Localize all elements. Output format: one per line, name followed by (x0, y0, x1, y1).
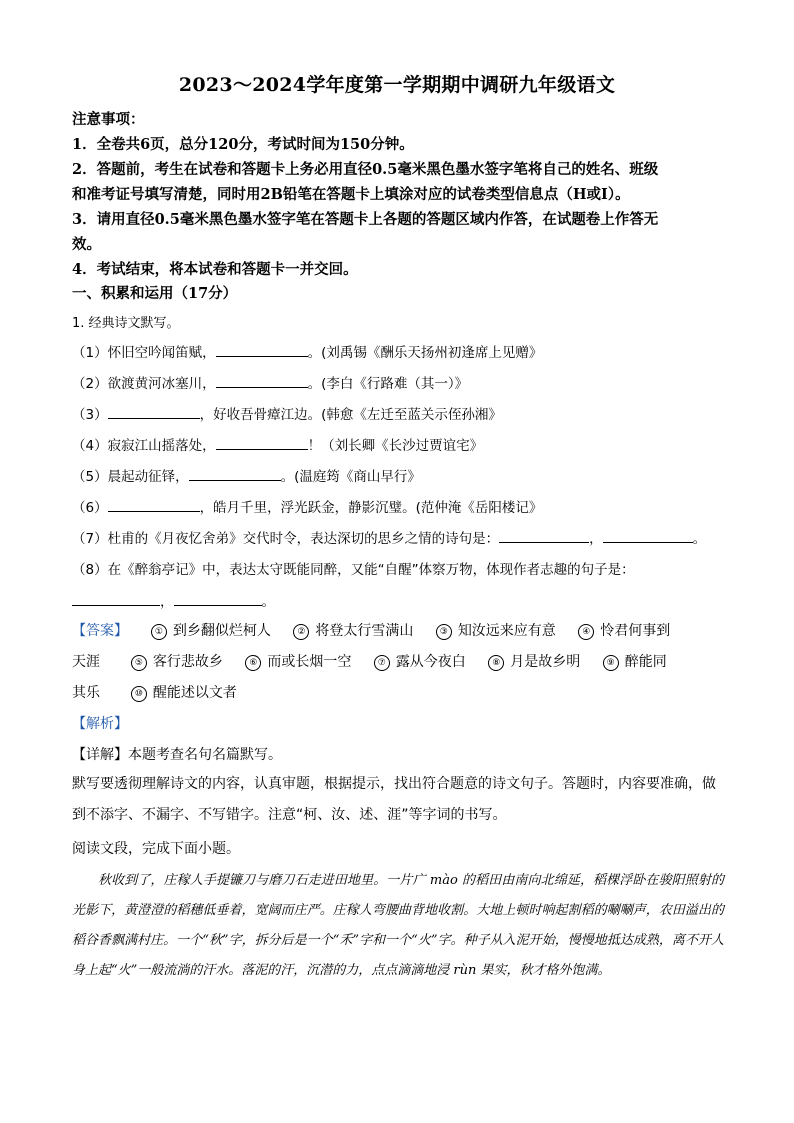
notice-item: 3．请用直径0.5毫米黑色墨水签字笔在答题卡上各题的答题区域内作答，在试题卷上作答无 (72, 211, 659, 228)
answer-tag: 【答案】 (72, 623, 128, 639)
notice-item: 2．答题前，考生在试卷和答题卡上务必用直径0.5毫米黑色墨水签字笔将自己的姓名、班级 (72, 161, 659, 178)
answer-item: ② 将登太行雪满山 (293, 623, 413, 639)
answer-item: ① 到乡翻似烂柯人 (151, 623, 271, 639)
answer-number: ⑧ (488, 655, 504, 671)
analysis-detail: 【详解】本题考查名句名篇默写。 (72, 747, 282, 763)
reading-passage: 秋收到了，庄稼人手提镰刀与磨刀石走进田地里。一片广 mào 的稻田由南向北绵延，稻棵浮卧在骏阳照射的光影下，黄澄澄的稻穗低垂着，宽阔而庄严。庄稼人弯腰曲背地收割。大地上顿时响起割稻的唰唰声，农田溢出的稻谷香飘满村庄。一个“秋”字，拆分后是一个“禾”字和一个“火”字。种子从入泥开始，慢慢地抵达成熟，离不开人身上起“火”一般流淌的汗水。落泥的汗，沉潜的力，点点滴滴地浸 rùn 果实，秋才格外饱满。 (72, 873, 724, 978)
notice-item: 和准考证号填写清楚，同时用2B铅笔在答题卡上填涂对应的试卷类型信息点（H或I）。 (72, 186, 630, 203)
question-item (72, 527, 732, 547)
answer-number: ① (151, 624, 167, 640)
notice-item: 4．考试结束，将本试卷和答题卡一并交回。 (72, 261, 358, 278)
item-prefix: （3） (72, 407, 108, 423)
question-item (72, 465, 732, 485)
question-item-continued (72, 590, 732, 610)
item-suffix: 。(温庭筠《商山早行》 (280, 469, 421, 485)
question-item (72, 372, 732, 392)
question-stem: 1. 经典诗文默写。 (72, 316, 180, 331)
answer-blank (216, 435, 308, 450)
item-suffix: 。 (261, 594, 275, 610)
analysis-paragraph: 默写要透彻理解诗文的内容，认真审题，根据提示，找出符合题意的诗文句子。答题时，内容要准确，做到不添字、不漏字、不写错字。注意“柯、汝、述、涯”等字词的书写。 (72, 776, 716, 823)
answer-number: ⑦ (374, 655, 390, 671)
answer-number: ⑥ (245, 655, 261, 671)
answer-number: ② (293, 624, 309, 640)
item-suffix: 。 (692, 531, 707, 547)
item-prefix: （5）晨起动征铎， (72, 469, 189, 485)
answer-blank (72, 591, 160, 606)
question-item (72, 496, 732, 516)
item-suffix: ，好收吾骨瘴江边。(韩愈《左迁至蓝关示侄孙湘》 (199, 407, 502, 423)
section-heading: 一、积累和运用（17分） (72, 285, 238, 302)
item-suffix: 。(刘禹锡《酬乐天扬州初逢席上见赠》 (307, 345, 543, 361)
item-prefix: （4）寂寂江山摇落处， (72, 438, 216, 454)
item-sep: ， (589, 531, 603, 547)
answer-blank (216, 342, 308, 357)
answer-number: ⑩ (131, 686, 147, 702)
item-suffix: ，皓月千里，浮光跃金，静影沉璧。(范仲淹《岳阳楼记》 (199, 500, 543, 516)
answer-item: ⑨ 醉能同 (603, 654, 667, 670)
answer-item: ⑧ 月是故乡明 (488, 654, 580, 670)
answer-number: ③ (436, 624, 452, 640)
item-prefix: （7）杜甫的《月夜忆舍弟》交代时令，表达深切的思乡之情的诗句是： (72, 531, 500, 547)
answer-item: ③ 知汝远来应有意 (436, 623, 556, 639)
reading-instruction: 阅读文段，完成下面小题。 (72, 841, 240, 857)
answer-line (72, 651, 732, 671)
answer-line (72, 620, 732, 640)
page-title: 2023～2024学年度第一学期期中调研九年级语文 (178, 74, 616, 96)
answer-number: ④ (578, 624, 594, 640)
answer-wrap: 其乐 (72, 685, 100, 701)
notice-heading: 注意事项： (72, 111, 145, 128)
answer-blank (108, 404, 200, 419)
answer-line (72, 682, 732, 702)
analysis-tag: 【解析】 (72, 716, 128, 732)
question-item: （8）在《醉翁亭记》中，表达太守既能同醉，又能“自醒”体察万物，体现作者志趣的句子是： (72, 562, 635, 578)
item-prefix: （1）怀旧空吟闻笛赋， (72, 345, 216, 361)
answer-blank (603, 528, 693, 543)
answer-blank (499, 528, 589, 543)
item-prefix: （2）欲渡黄河冰塞川， (72, 376, 216, 392)
answer-item: ⑩ 醒能述以文者 (131, 685, 237, 701)
answer-number: ⑨ (603, 655, 619, 671)
question-item (72, 403, 732, 423)
question-item (72, 434, 732, 454)
answer-item: ④ 怜君何事到 (578, 623, 670, 639)
answer-number: ⑤ (131, 655, 147, 671)
answer-blank (108, 497, 200, 512)
answer-blank (189, 466, 281, 481)
answer-item: ⑦ 露从今夜白 (374, 654, 466, 670)
item-sep: ， (160, 594, 174, 610)
answer-blank (216, 373, 308, 388)
item-suffix: ！（刘长卿《长沙过贾谊宅》 (307, 438, 484, 454)
item-prefix: （6） (72, 500, 108, 516)
answer-wrap: 天涯 (72, 654, 100, 670)
answer-item: ⑥ 而或长烟一空 (245, 654, 351, 670)
question-item (72, 341, 732, 361)
notice-item: 效。 (72, 236, 101, 253)
item-suffix: 。(李白《行路难（其一）》 (307, 376, 469, 392)
notice-item: 1．全卷共6页，总分120分，考试时间为150分钟。 (72, 136, 414, 153)
answer-blank (174, 591, 262, 606)
answer-item: ⑤ 客行悲故乡 (131, 654, 223, 670)
